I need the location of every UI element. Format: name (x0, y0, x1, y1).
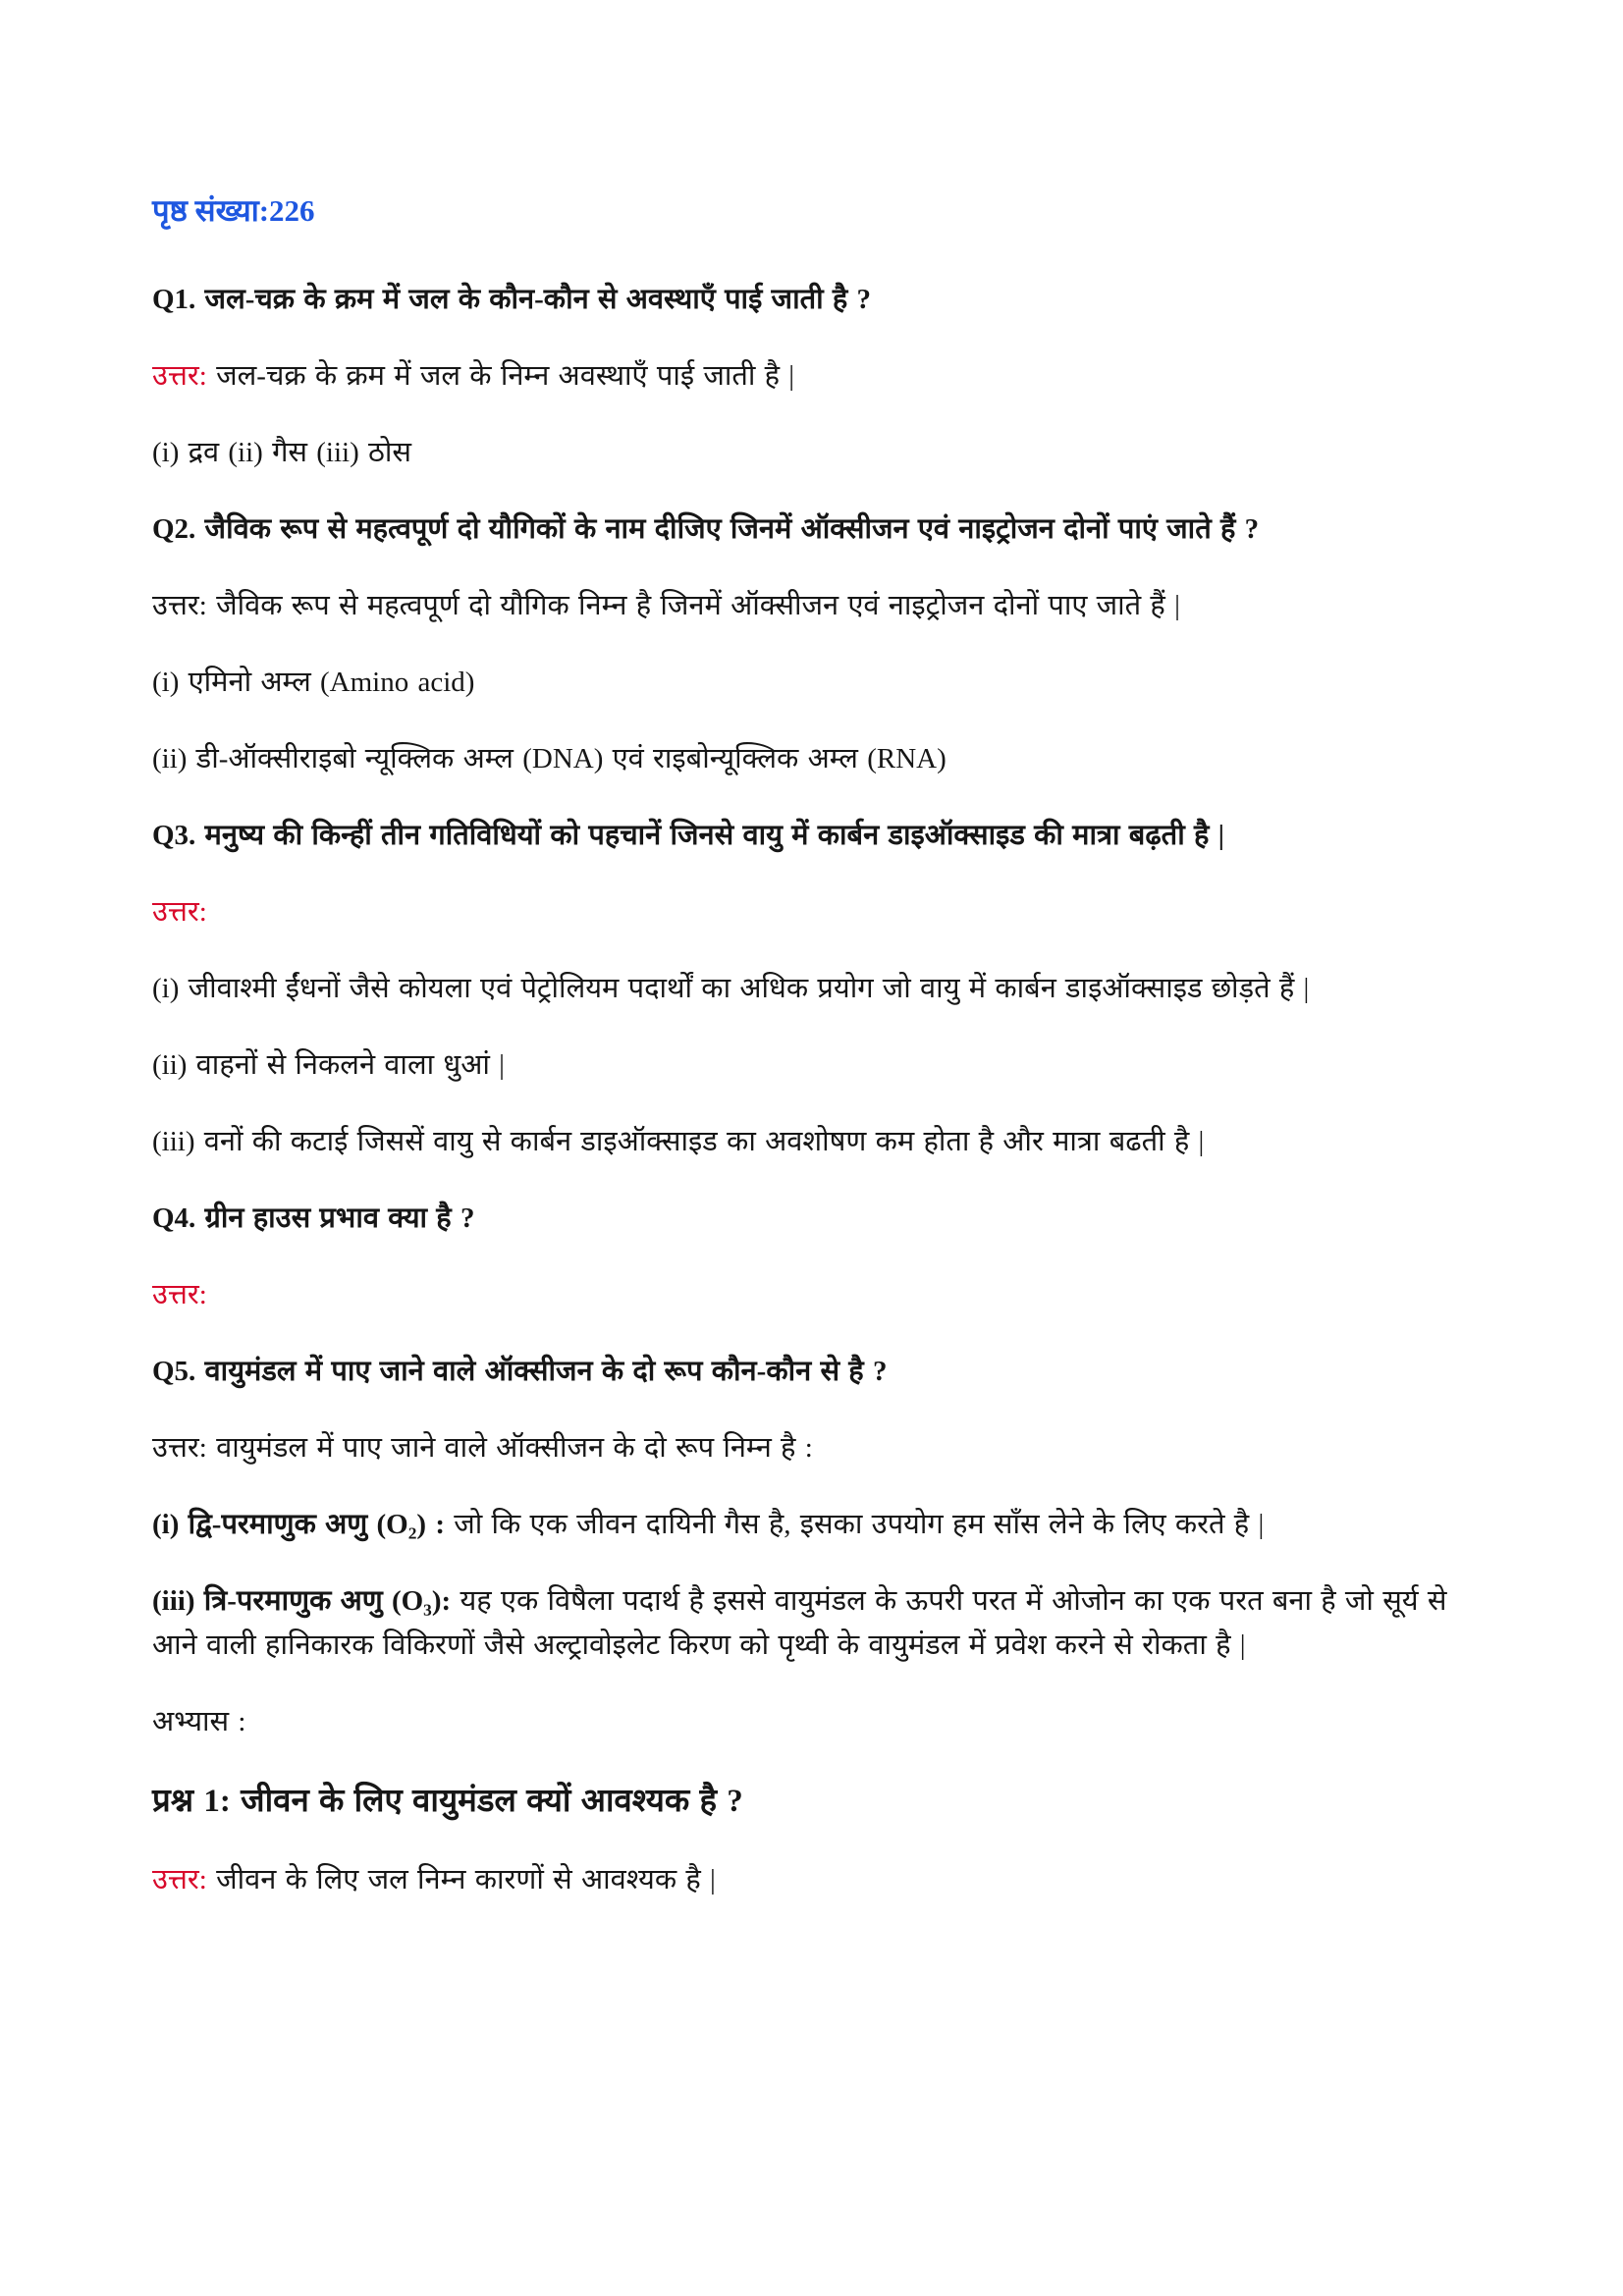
answer-q5-item-o3 (152, 1579, 1495, 1668)
answer-q2-item-1-seg-1: (i) एमिनो अम्ल (Amino acid) (152, 667, 475, 698)
answer-q1-seg-2: जल-चक्र के क्रम में जल के निम्न अवस्थाएँ पाई जाती है | (206, 360, 795, 392)
answer-q1 (152, 354, 1495, 399)
exercise-heading-seg-1: अभ्यास : (152, 1706, 246, 1737)
answer-q5 (152, 1426, 1495, 1470)
answer-q2-item-2 (152, 737, 1495, 781)
question-q2-seg-1: Q2. जैविक रूप से महत्वपूर्ण दो यौगिकों के नाम दीजिए जिनमें ऑक्सीजन एवं नाइट्रोजन दोनों पाएं जाते हैं ? (152, 513, 1260, 545)
question-q1 (152, 278, 1495, 322)
exercise-question-1 (152, 1777, 1495, 1826)
answer-q3-label (152, 890, 1495, 934)
answer-q5-item-o2-seg-2: जो कि एक जीवन दायिनी गैस है, इसका उपयोग हम साँस लेने के लिए करते है | (445, 1509, 1265, 1540)
page-number-heading: पृष्ठ संख्या:226 (152, 193, 315, 228)
answer-q1-seg-1: उत्तर: (152, 360, 207, 392)
exercise-answer-1-seg-2: जीवन के लिए जल निम्न कारणों से आवश्यक है | (206, 1864, 716, 1896)
question-q1-seg-1: Q1. जल-चक्र के क्रम में जल के कौन-कौन से अवस्थाएँ पाई जाती है ? (152, 284, 872, 315)
question-q3 (152, 814, 1495, 858)
answer-q3-label-seg-1: उत्तर: (152, 896, 207, 928)
answer-q4-label (152, 1273, 1495, 1317)
answer-q2 (152, 584, 1495, 628)
answer-q3-item-2 (152, 1043, 1495, 1088)
answer-q5-item-o2 (152, 1503, 1495, 1547)
answer-q2-item-1 (152, 661, 1495, 705)
document-body (152, 278, 1495, 1902)
answer-q3-item-3-seg-1: (iii) वनों की कटाई जिससें वायु से कार्बन डाइऑक्साइड का अवशोषण कम होता है और मात्रा बढती है | (152, 1126, 1205, 1157)
question-q3-seg-1: Q3. मनुष्य की किन्हीं तीन गतिविधियों को पहचानें जिनसे वायु में कार्बन डाइऑक्साइड की मात्रा बढ़ती है | (152, 820, 1225, 851)
answer-q5-item-o2-seg-1: (i) द्वि-परमाणुक अणु (O₂) : (152, 1509, 445, 1540)
answer-q1-options (152, 431, 1495, 475)
answer-q5-item-o3-seg-1: (iii) त्रि-परमाणुक अणु (O₃): (152, 1585, 452, 1617)
answer-q3-item-1 (152, 967, 1495, 1011)
answer-q3-item-1-seg-1: (i) जीवाश्मी ईंधनों जैसे कोयला एवं पेट्रोलियम पदार्थों का अधिक प्रयोग जो वायु में कार्बन डाइऑक्साइड छोड़ते हैं | (152, 973, 1310, 1004)
answer-q3-item-2-seg-1: (ii) वाहनों से निकलने वाला धुआं | (152, 1049, 505, 1081)
exercise-answer-1-seg-1: उत्तर: (152, 1864, 207, 1896)
answer-q2-item-2-seg-1: (ii) डी-ऑक्सीराइबो न्यूक्लिक अम्ल (DNA) एवं राइबोन्यूक्लिक अम्ल (RNA) (152, 743, 947, 774)
exercise-question-1-seg-1: प्रश्न 1: जीवन के लिए वायुमंडल क्यों आवश्यक है ? (152, 1784, 743, 1819)
answer-q1-options-seg-1: (i) द्रव (ii) गैस (iii) ठोस (152, 437, 411, 468)
answer-q2-seg-1: उत्तर: जैविक रूप से महत्वपूर्ण दो यौगिक निम्न है जिनमें ऑक्सीजन एवं नाइट्रोजन दोनों पाए जाते हैं | (152, 590, 1180, 621)
answer-q5-item-o3-seg-2: यह एक विषैला पदार्थ है इससे वायुमंडल के ऊपरी परत में ओजोन का एक परत बना है जो सूर्य से आने वाली हानिकारक विकिरणों जैसे अल्ट्रावोइलेट किरण को पृथ्वी के वायुमंडल में प्रवेश करने से रोकता है | (152, 1585, 1447, 1661)
answer-q4-label-seg-1: उत्तर: (152, 1279, 207, 1310)
question-q5 (152, 1350, 1495, 1394)
exercise-heading (152, 1700, 1495, 1744)
exercise-answer-1 (152, 1858, 1495, 1902)
question-q2 (152, 507, 1495, 552)
answer-q3-item-3 (152, 1120, 1495, 1164)
question-q4 (152, 1197, 1495, 1241)
question-q5-seg-1: Q5. वायुमंडल में पाए जाने वाले ऑक्सीजन के दो रूप कौन-कौन से है ? (152, 1356, 888, 1387)
answer-q5-seg-1: उत्तर: वायुमंडल में पाए जाने वाले ऑक्सीजन के दो रूप निम्न है : (152, 1432, 813, 1464)
question-q4-seg-1: Q4. ग्रीन हाउस प्रभाव क्या है ? (152, 1202, 475, 1234)
